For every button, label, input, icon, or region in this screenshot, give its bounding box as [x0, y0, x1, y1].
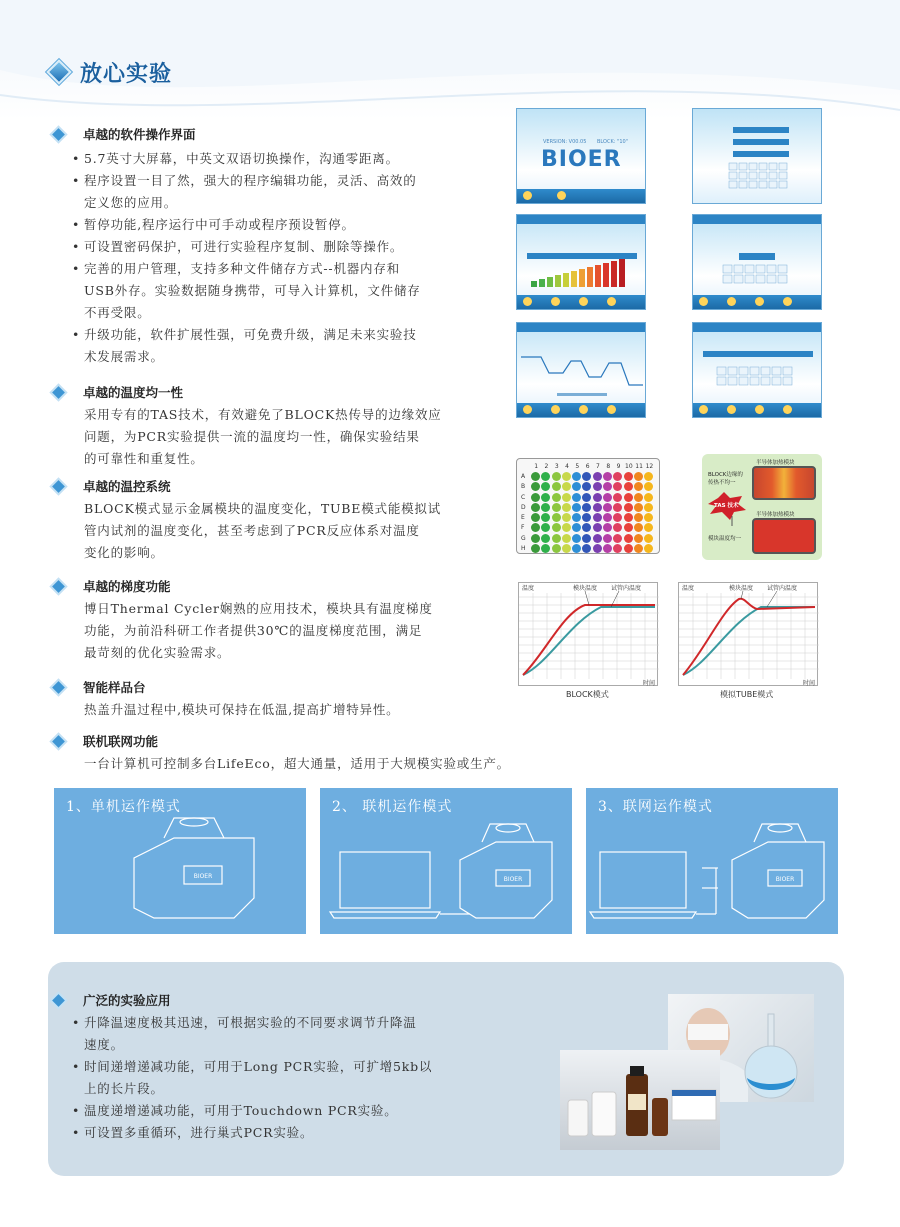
plate-row-label: F [521, 524, 525, 532]
tube-curve-graphic [679, 583, 819, 687]
plate-well [552, 493, 561, 502]
screen-settings [692, 214, 822, 310]
plate-well [644, 503, 653, 512]
plate-well [593, 482, 602, 491]
section-network [52, 731, 612, 775]
paragraph-line: 管内试剂的温度变化，甚至考虑到了PCR反应体系对温度 [84, 523, 420, 538]
section-temperature-control [52, 476, 482, 564]
plate-well [531, 472, 540, 481]
list-item: • 时间递增递减功能，可用于Long PCR实验，可扩增5kb以 [72, 1056, 482, 1078]
section-sample-stage [52, 677, 482, 721]
plate-well [603, 503, 612, 512]
plate-well [562, 534, 571, 543]
thermocycler-line-art [54, 788, 306, 934]
section-heading: 广泛的实验应用 [83, 993, 171, 1008]
screen-login [692, 108, 822, 204]
section-temperature-uniformity [52, 382, 482, 470]
plate-well [613, 544, 622, 553]
bottles-graphic [560, 1050, 720, 1150]
plate-well [552, 544, 561, 553]
mode-network [586, 788, 838, 934]
plate-well [613, 472, 622, 481]
plate-well [572, 544, 581, 553]
plate-well [644, 534, 653, 543]
plate-column-labels [531, 463, 655, 470]
plate-well [634, 482, 643, 491]
tas-left-label-2: 传热不均一 [708, 480, 736, 486]
diamond-icon [52, 386, 65, 399]
tas-burst-label: TAS 技术 [714, 503, 739, 509]
plate-well [613, 513, 622, 522]
mode-label: 3、联网运作模式 [598, 799, 713, 815]
plate-well [634, 472, 643, 481]
list-item: 速度。 [84, 1037, 124, 1052]
plate-well [552, 523, 561, 532]
plate-well [624, 503, 633, 512]
plate-column-label: 11 [635, 463, 643, 470]
plate-well [603, 493, 612, 502]
paragraph-line: 热盖升温过程中,模块可保持在低温,提高扩增特异性。 [84, 702, 400, 717]
plate-well [541, 534, 550, 543]
section-applications [52, 990, 482, 1144]
plate-well [624, 513, 633, 522]
plate-well [624, 523, 633, 532]
screen-run-curve [516, 322, 646, 418]
plate-row-label: G [521, 534, 526, 542]
legend-tube-temp: 试管内温度 [611, 585, 642, 592]
plate-well [634, 534, 643, 543]
diamond-icon [52, 480, 65, 493]
plate-row-labels [521, 472, 526, 554]
plate-well [562, 544, 571, 553]
plate-well [644, 482, 653, 491]
reagent-bottles-photo [560, 1050, 720, 1150]
list-item: 上的长片段。 [84, 1081, 164, 1096]
plate-well [603, 513, 612, 522]
list-item: • 程序设置一目了然，强大的程序编辑功能，灵活、高效的 [72, 170, 482, 192]
well-plate [516, 458, 660, 554]
plate-well [613, 534, 622, 543]
plate-well [593, 534, 602, 543]
plate-well [634, 544, 643, 553]
plate-well [541, 523, 550, 532]
plate-well [541, 472, 550, 481]
plate-row-label: E [521, 514, 525, 522]
plate-well [582, 544, 591, 553]
paragraph-line: 问题，为PCR实验提供一流的温度均一性，确保实验结果 [84, 429, 420, 444]
section-heading: 卓越的软件操作界面 [83, 127, 196, 142]
plate-well [634, 513, 643, 522]
diamond-icon [52, 735, 65, 748]
plate-well [624, 482, 633, 491]
plate-well [593, 472, 602, 481]
plate-well [552, 482, 561, 491]
plate-column-label: 8 [606, 463, 611, 470]
plate-well [593, 513, 602, 522]
list-item: 术发展需求。 [84, 349, 164, 364]
list-item: 不再受限。 [84, 305, 151, 320]
screen-program [692, 322, 822, 418]
section-heading: 卓越的温控系统 [83, 479, 171, 494]
plate-well [531, 482, 540, 491]
plate-well [572, 503, 581, 512]
plate-well [572, 482, 581, 491]
tas-left-label-1: BLOCK边缘的 [708, 472, 743, 478]
plate-well [603, 523, 612, 532]
list-item: USB外存。实验数据随身携带，可导入计算机，文件储存 [84, 283, 421, 298]
plate-well [541, 544, 550, 553]
list-item: • 可设置多重循环，进行巢式PCR实验。 [72, 1122, 482, 1144]
plate-well [572, 472, 581, 481]
section-heading: 智能样品台 [83, 680, 146, 695]
plate-well [624, 472, 633, 481]
plate-well [582, 534, 591, 543]
list-item: • 5.7英寸大屏幕，中英文双语切换操作，沟通零距离。 [72, 148, 482, 170]
plate-well [531, 503, 540, 512]
plate-well [634, 493, 643, 502]
plate-row-label: A [521, 473, 526, 480]
login-form-graphic [693, 109, 822, 204]
plate-column-label: 2 [544, 463, 549, 470]
diamond-icon [46, 59, 71, 84]
network-line-art [586, 788, 838, 934]
paragraph-line: 采用专有的TAS技术，有效避免了BLOCK热传导的边缘效应 [84, 407, 442, 422]
plate-well [562, 523, 571, 532]
paragraph-line: 功能，为前沿科研工作者提供30℃的温度梯度范围，满足 [84, 623, 423, 638]
plate-well [603, 482, 612, 491]
plate-row-label: C [521, 493, 526, 501]
bullet-list [72, 148, 482, 368]
legend-block-temp: 模块温度 [573, 585, 598, 592]
plate-column-label: 10 [625, 463, 633, 470]
plate-well [541, 482, 550, 491]
plate-well [572, 513, 581, 522]
plate-row-label: H [521, 545, 526, 553]
diamond-icon [52, 994, 65, 1007]
plate-well [541, 503, 550, 512]
plate-well [644, 523, 653, 532]
tas-bottom-label: 半导体加热模块 [756, 512, 795, 518]
block-mode-caption: BLOCK模式 [566, 690, 609, 699]
plate-well [531, 544, 540, 553]
plate-column-label: 7 [596, 463, 600, 470]
tas-result-label: 模块温度均一 [708, 536, 742, 542]
section-heading: 联机联网功能 [83, 734, 159, 749]
legend-block-temp: 模块温度 [729, 585, 754, 592]
plate-well [541, 493, 550, 502]
plate-well [582, 523, 591, 532]
mode-label: 1、单机运作模式 [66, 799, 181, 815]
paragraph-line: 一台计算机可控制多台LifeEco，超大通量，适用于大规模实验或生产。 [84, 756, 510, 771]
plate-well [572, 523, 581, 532]
plate-well [613, 482, 622, 491]
list-item: • 升降温速度极其迅速，可根据实验的不同要求调节升降温 [72, 1012, 482, 1034]
legend-tube-temp: 试管内温度 [767, 585, 798, 592]
list-item: • 暂停功能,程序运行中可手动或程序预设暂停。 [72, 214, 482, 236]
plate-well [613, 503, 622, 512]
screen-gradient-bars [516, 214, 646, 310]
page-title: 放心实验 [80, 60, 173, 87]
list-item: • 温度递增递减功能，可用于Touchdown PCR实验。 [72, 1100, 482, 1122]
laptop-thermocycler-line-art [320, 788, 572, 934]
plate-well [644, 513, 653, 522]
plate-well [572, 534, 581, 543]
plate-well [593, 493, 602, 502]
mode-connected [320, 788, 572, 934]
plate-well [644, 544, 653, 553]
plate-wells [531, 472, 655, 554]
heating-block-uniform [752, 518, 816, 554]
plate-well [531, 513, 540, 522]
plate-column-label: 5 [575, 463, 580, 470]
y-axis-label: 温度 [522, 585, 535, 592]
plate-well [613, 523, 622, 532]
plate-well [552, 534, 561, 543]
plate-column-label: 6 [585, 463, 590, 470]
screen-toolbar [517, 189, 645, 203]
plate-well [562, 493, 571, 502]
plate-column-label: 4 [565, 463, 569, 470]
tas-diagram [702, 454, 822, 560]
tas-top-label: 半导体加热模块 [756, 460, 795, 466]
screen-splash [516, 108, 646, 204]
plate-well [634, 523, 643, 532]
plate-well [582, 513, 591, 522]
plate-well [624, 493, 633, 502]
section-gradient [52, 576, 482, 664]
plate-well [603, 472, 612, 481]
plate-well [562, 503, 571, 512]
plate-column-label: 9 [616, 463, 621, 470]
paragraph-line: BLOCK模式显示金属模块的温度变化，TUBE模式能模拟试 [84, 501, 442, 516]
diamond-icon [52, 681, 65, 694]
plate-well [531, 493, 540, 502]
plate-well [634, 503, 643, 512]
plate-well [562, 472, 571, 481]
plate-well [552, 513, 561, 522]
plate-well [593, 544, 602, 553]
plate-column-label: 3 [554, 463, 559, 470]
block-text: BLOCK: "10" [597, 139, 628, 145]
tube-mode-chart [678, 582, 818, 686]
plate-well [613, 493, 622, 502]
page-header [50, 56, 172, 88]
svg-text:BIOER: BIOER [503, 876, 523, 883]
plate-well [582, 493, 591, 502]
x-axis-label: 时间 [803, 680, 816, 687]
plate-well [552, 503, 561, 512]
plate-column-label: 1 [534, 463, 539, 470]
plate-well [582, 482, 591, 491]
plate-well [541, 513, 550, 522]
svg-text:BIOER: BIOER [775, 876, 795, 883]
plate-well [562, 513, 571, 522]
list-item: 定义您的应用。 [84, 195, 178, 210]
plate-well [572, 493, 581, 502]
block-mode-chart [518, 582, 658, 686]
section-heading: 卓越的温度均一性 [83, 385, 184, 400]
bullet-list [72, 1012, 482, 1144]
plate-column-label: 12 [645, 463, 654, 470]
mode-standalone [54, 788, 306, 934]
plate-well [644, 493, 653, 502]
plate-well [582, 472, 591, 481]
paragraph-line: 博日Thermal Cycler娴熟的应用技术，模块具有温度梯度 [84, 601, 433, 616]
x-axis-label: 时间 [643, 680, 656, 687]
mode-label: 2、 联机运作模式 [332, 799, 453, 815]
paragraph-line: 变化的影响。 [84, 545, 164, 560]
plate-row-label: B [521, 483, 526, 491]
plate-well [603, 534, 612, 543]
y-axis-label: 温度 [682, 585, 695, 592]
plate-row-label: D [521, 503, 526, 511]
plate-well [603, 544, 612, 553]
plate-well [582, 503, 591, 512]
bioer-logo: BIOER [541, 147, 622, 172]
version-text: VERSION: V00.05 [543, 139, 587, 145]
diamond-icon [52, 580, 65, 593]
list-item: • 可设置密码保护，可进行实验程序复制、删除等操作。 [72, 236, 482, 258]
plate-well [531, 534, 540, 543]
block-curve-graphic [519, 583, 659, 687]
diamond-icon [52, 128, 65, 141]
plate-well [593, 523, 602, 532]
plate-well [552, 472, 561, 481]
paragraph-line: 的可靠性和重复性。 [84, 451, 204, 466]
section-software-ui [52, 124, 482, 368]
svg-text:BIOER: BIOER [193, 873, 213, 880]
plate-well [624, 544, 633, 553]
paragraph-line: 最苛刻的优化实验需求。 [84, 645, 231, 660]
plate-well [624, 534, 633, 543]
plate-well [531, 523, 540, 532]
plate-well [562, 482, 571, 491]
plate-well [593, 503, 602, 512]
section-heading: 卓越的梯度功能 [83, 579, 171, 594]
tube-mode-caption: 模拟TUBE模式 [720, 690, 774, 699]
list-item: • 升级功能，软件扩展性强，可免费升级，满足未来实验技 [72, 324, 482, 346]
plate-well [644, 472, 653, 481]
list-item: • 完善的用户管理，支持多种文件储存方式--机器内存和 [72, 258, 482, 280]
